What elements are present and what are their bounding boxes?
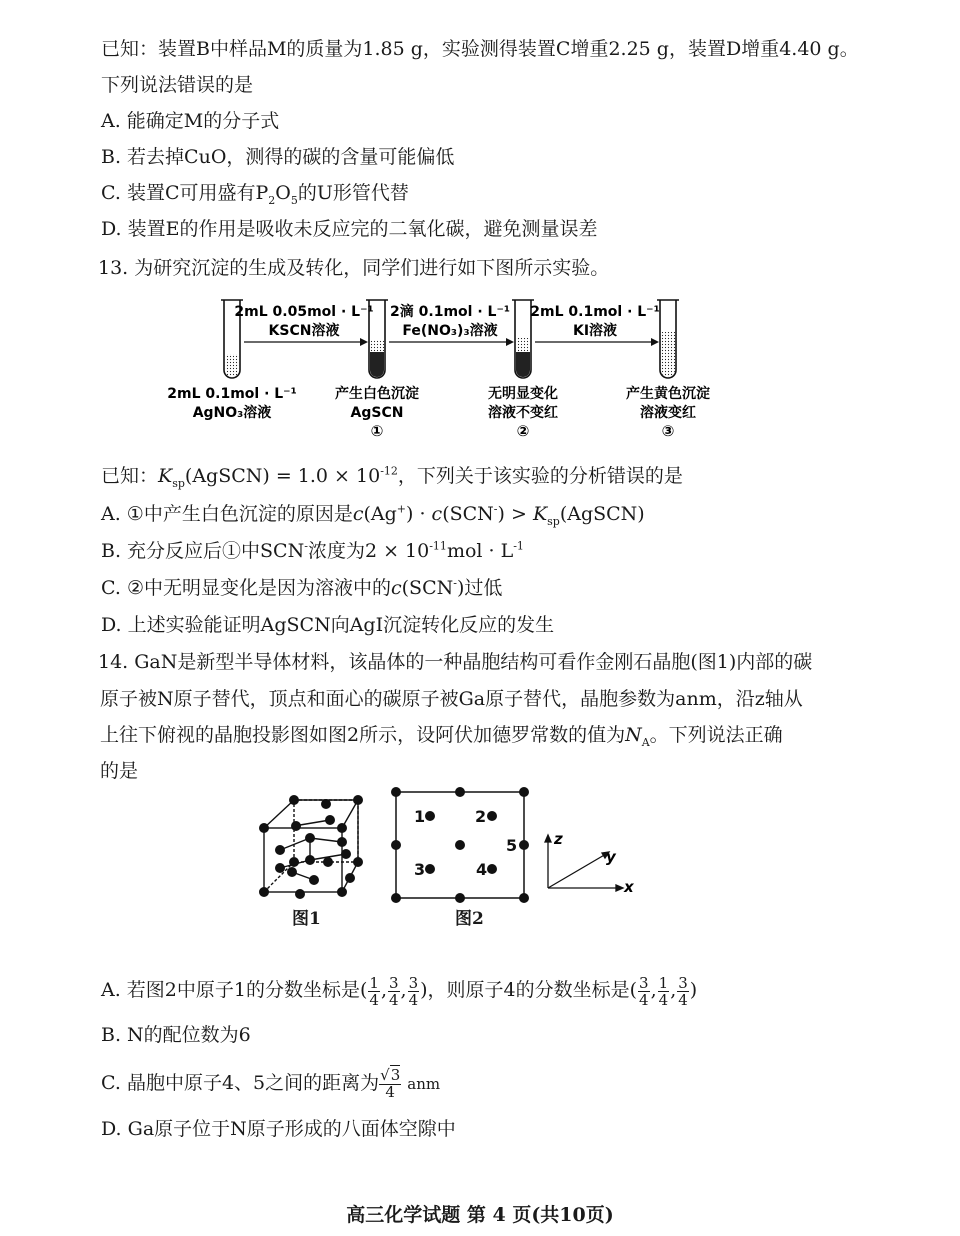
arrow3-reagent-conc: 2mL 0.1mol · L⁻¹ (530, 304, 660, 320)
axis-z-label: z (554, 830, 563, 848)
fig2-label-2: 2 (475, 807, 487, 826)
arrow3-reagent-name: KI溶液 (572, 323, 618, 339)
q14-option-a: A. 若图2中原子1的分数坐标是( $\frac{1}{4}$ , $\frac{3}{4}$ , $\frac{3}{4}$ )，则原子4的分数坐标是( $\frac{3}{4}$ , $\frac{1}{4}$ , $\frac{3}{4}$ ) (101, 973, 698, 1009)
tube0-caption-1: 2mL 0.1mol · L⁻¹ (167, 386, 297, 402)
q12-known: 已知：装置B中样品M的质量为1.85 g，实验测得装置C增重2.25 g，装置D增重4.40 g。 (101, 38, 859, 60)
tube3-caption-2: 溶液变红 (640, 405, 696, 421)
arrow1-reagent-name: KSCN溶液 (268, 323, 340, 339)
q13-option-c: C. ②中无明显变化是因为溶液中的c(SCN-)过低 (101, 576, 503, 599)
arrow-3 (535, 338, 659, 346)
q14-stem-line-3: 上往下俯视的晶胞投影图如图2所示，设阿伏加德罗常数的值为$N_A$。下列说法正确 (100, 724, 783, 749)
test-tube-3 (657, 300, 679, 378)
fig2-label-4: 4 (476, 860, 488, 879)
tube1-caption-2: AgSCN (350, 405, 404, 421)
tube2-caption-1: 无明显变化 (488, 386, 558, 402)
arrow-2 (389, 338, 514, 346)
q12-option-c: C. 装置C可用盛有$P_2O_5$的U形管代替 (101, 182, 409, 207)
axis-y-label: y (606, 848, 616, 866)
axis-x-label: x (624, 878, 634, 896)
q12-option-b: B. 若去掉CuO，测得的碳的含量可能偏低 (101, 146, 455, 168)
fig2-label-1: 1 (414, 807, 426, 826)
arrow2-reagent-name: Fe(NO₃)₃溶液 (402, 323, 498, 339)
q12-prompt: 下列说法错误的是 (101, 74, 254, 96)
q13-stem: 13. 为研究沉淀的生成及转化，同学们进行如下图所示实验。 (98, 257, 610, 279)
page-footer: 高三化学试题 第 4 页(共10页) (346, 1204, 614, 1226)
q13-option-a: A. ①中产生白色沉淀的原因是$c(Ag^+) \cdot c(SCN^-) > K_{sp}(AgSCN)$ (101, 502, 645, 528)
arrow2-reagent-conc: 2滴 0.1mol · L⁻¹ (390, 304, 510, 320)
q12-option-a: A. 能确定M的分子式 (101, 110, 280, 132)
tube3-caption-1: 产生黄色沉淀 (626, 386, 710, 402)
q14-stem-line-1: 14. GaN是新型半导体材料，该晶体的一种晶胞结构可看作金刚石晶胞(图1)内部的碳 (98, 651, 813, 673)
q14-stem-line-4: 的是 (100, 760, 139, 782)
tube1-caption-1: 产生白色沉淀 (335, 386, 419, 402)
q13-option-b: B. 充分反应后①中SCN-浓度为$2 \times 10^{-11}mol \cdot L^{-1}$ (101, 539, 524, 562)
tube2-caption-2: 溶液不变红 (488, 405, 558, 421)
fig2-label-3: 3 (414, 860, 426, 879)
arrow1-reagent-conc: 2mL 0.05mol · L⁻¹ (234, 304, 374, 320)
q13-experiment-diagram (160, 292, 740, 442)
tube3-mark: ③ (661, 422, 675, 440)
q14-option-c: C. 晶胞中原子4、5之间的距离为$\frac{√3}{4}$ anm (101, 1066, 441, 1101)
tube0-caption-2: AgNO₃溶液 (192, 405, 272, 421)
q14-option-b: B. N的配位数为6 (101, 1024, 251, 1046)
figure-2-projection (384, 780, 644, 905)
q14-stem-line-2: 原子被N原子替代，顶点和面心的碳原子被Ga原子替代，晶胞参数为anm，沿z轴从 (100, 688, 803, 710)
figure-1-caption: 图1 (292, 909, 321, 929)
q14-option-d: D. Ga原子位于N原子形成的八面体空隙中 (101, 1118, 456, 1140)
arrow-1 (244, 338, 368, 346)
q12-option-d: D. 装置E的作用是吸收未反应完的二氧化碳，避免测量误差 (101, 218, 598, 240)
fig2-label-5: 5 (506, 836, 518, 855)
q13-known: 已知：$K_{sp}(AgSCN) = 1.0 \times 10^{-12}$，下列关于该实验的分析错误的是 (101, 464, 683, 490)
q13-option-d: D. 上述实验能证明AgSCN向AgI沉淀转化反应的发生 (101, 614, 555, 636)
tube1-mark: ① (370, 422, 384, 440)
tube2-mark: ② (516, 422, 530, 440)
figure-2-caption: 图2 (455, 909, 484, 929)
